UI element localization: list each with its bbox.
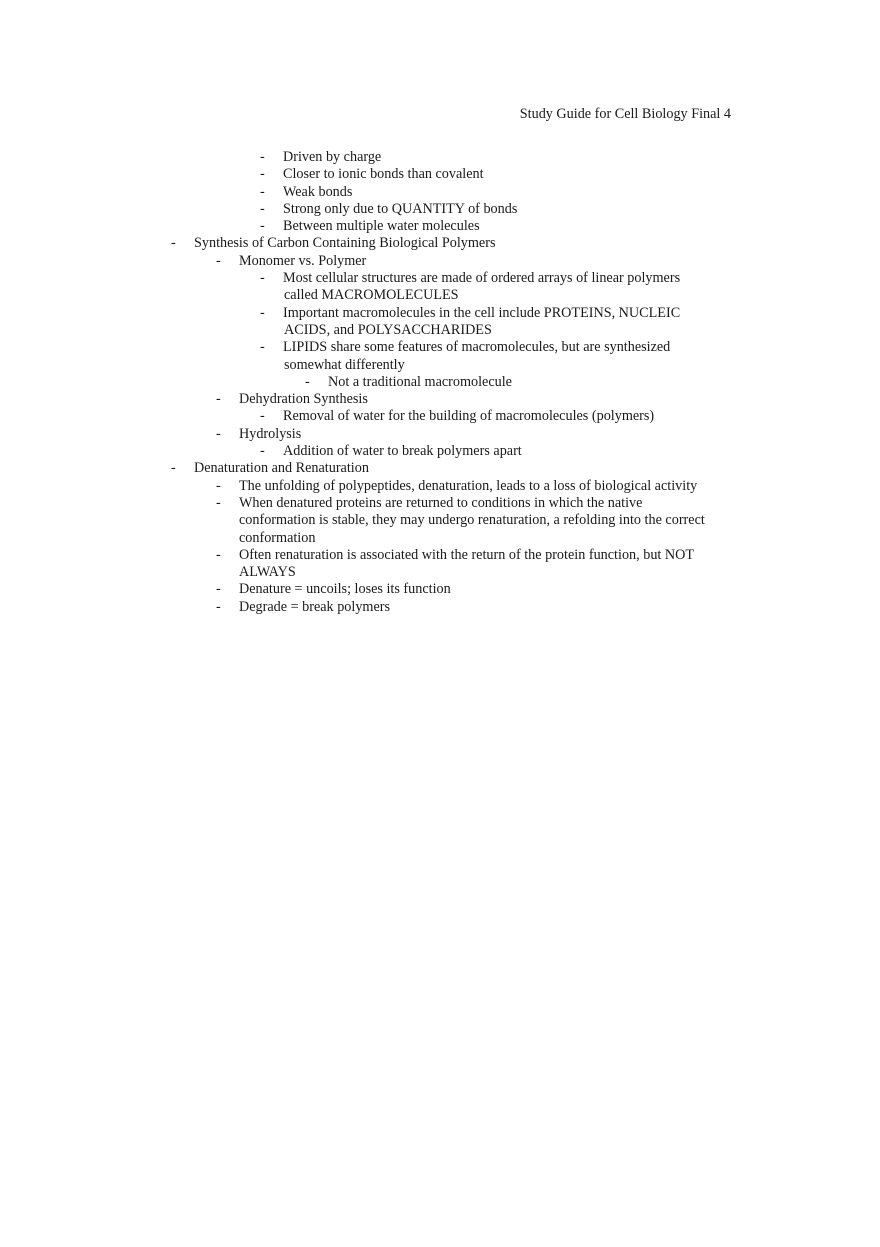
- outline-item-text: When denatured proteins are returned to conditions in which the native: [239, 494, 643, 511]
- outline-item: [0, 443, 880, 460]
- bullet-dash: -: [260, 270, 265, 287]
- bullet-dash: -: [260, 183, 265, 200]
- outline-item-text: Often renaturation is associated with the return of the protein function, but NOT: [239, 546, 695, 563]
- outline-item-text: Degrade = break polymers: [239, 598, 390, 615]
- outline-item: [0, 391, 880, 408]
- bullet-dash: -: [216, 494, 221, 511]
- bullet-dash: -: [260, 443, 265, 460]
- outline-item: [0, 460, 880, 477]
- outline-item-text: Weak bonds: [283, 183, 353, 200]
- outline-item: [0, 495, 880, 512]
- outline-item-text: Synthesis of Carbon Containing Biological Polymers: [194, 235, 496, 252]
- bullet-dash: -: [216, 581, 221, 598]
- outline-item-text: The unfolding of polypeptides, denaturation, leads to a loss of biological activity: [239, 477, 698, 494]
- bullet-dash: -: [171, 235, 176, 252]
- outline-item-text: Dehydration Synthesis: [239, 391, 368, 408]
- outline-item: [0, 149, 880, 166]
- outline-item: [0, 478, 880, 495]
- outline-item: [0, 184, 880, 201]
- outline-item-text: somewhat differently: [284, 356, 405, 373]
- outline-item-text: Denaturation and Renaturation: [194, 460, 369, 477]
- outline-item-text: Not a traditional macromolecule: [328, 373, 512, 390]
- outline-item: [0, 235, 880, 252]
- outline-item-continuation: [0, 322, 880, 339]
- bullet-dash: -: [216, 477, 221, 494]
- outline-item: [0, 305, 880, 322]
- outline-item-text: Removal of water for the building of macromolecules (polymers): [283, 408, 655, 425]
- outline-list: [0, 149, 880, 616]
- bullet-dash: -: [216, 252, 221, 269]
- outline-item-text: ALWAYS: [239, 564, 296, 581]
- outline-item-text: Most cellular structures are made of ordered arrays of linear polymers: [283, 270, 681, 287]
- outline-item-text: Strong only due to QUANTITY of bonds: [283, 200, 518, 217]
- outline-item-text: Between multiple water molecules: [283, 218, 480, 235]
- outline-item: [0, 599, 880, 616]
- outline-item-text: conformation is stable, they may undergo renaturation, a refolding into the correct: [239, 512, 705, 529]
- outline-item-text: Denature = uncoils; loses its function: [239, 581, 451, 598]
- outline-item-text: called MACROMOLECULES: [284, 287, 459, 304]
- outline-item: [0, 270, 880, 287]
- bullet-dash: -: [216, 391, 221, 408]
- bullet-dash: -: [260, 200, 265, 217]
- outline-item-text: conformation: [239, 529, 316, 546]
- outline-item-text: Driven by charge: [283, 149, 382, 165]
- outline-item: [0, 408, 880, 425]
- outline-item-text: Important macromolecules in the cell include PROTEINS, NUCLEIC: [283, 304, 681, 321]
- outline-item-continuation: [0, 512, 880, 529]
- outline-item: [0, 374, 880, 391]
- outline-item-continuation: [0, 357, 880, 374]
- outline-item: [0, 426, 880, 443]
- page-header: [520, 105, 731, 124]
- bullet-dash: -: [260, 304, 265, 321]
- outline-item: [0, 253, 880, 270]
- outline-item: [0, 339, 880, 356]
- bullet-dash: -: [260, 218, 265, 235]
- outline-item-text: Hydrolysis: [239, 425, 302, 442]
- outline-item-text: Monomer vs. Polymer: [239, 252, 367, 269]
- outline-item-text: Addition of water to break polymers apart: [283, 443, 522, 460]
- bullet-dash: -: [216, 546, 221, 563]
- outline-item-continuation: [0, 530, 880, 547]
- outline-item-text: Closer to ionic bonds than covalent: [283, 166, 484, 183]
- bullet-dash: -: [216, 425, 221, 442]
- outline-item-continuation: [0, 287, 880, 304]
- page-header-title: Study Guide for Cell Biology Final 4: [519, 106, 731, 122]
- outline-item-text: LIPIDS share some features of macromolecules, but are synthesized: [283, 339, 671, 356]
- outline-item: [0, 166, 880, 183]
- bullet-dash: -: [216, 598, 221, 615]
- outline-item: [0, 581, 880, 598]
- bullet-dash: -: [260, 408, 265, 425]
- bullet-dash: -: [171, 460, 176, 477]
- outline-item: [0, 547, 880, 564]
- outline-item-continuation: [0, 564, 880, 581]
- outline-item: [0, 218, 880, 235]
- bullet-dash: -: [260, 339, 265, 356]
- outline-item: [0, 201, 880, 218]
- outline-item-text: ACIDS, and POLYSACCHARIDES: [284, 321, 492, 338]
- bullet-dash: -: [305, 373, 310, 390]
- bullet-dash: -: [260, 149, 265, 165]
- bullet-dash: -: [260, 166, 265, 183]
